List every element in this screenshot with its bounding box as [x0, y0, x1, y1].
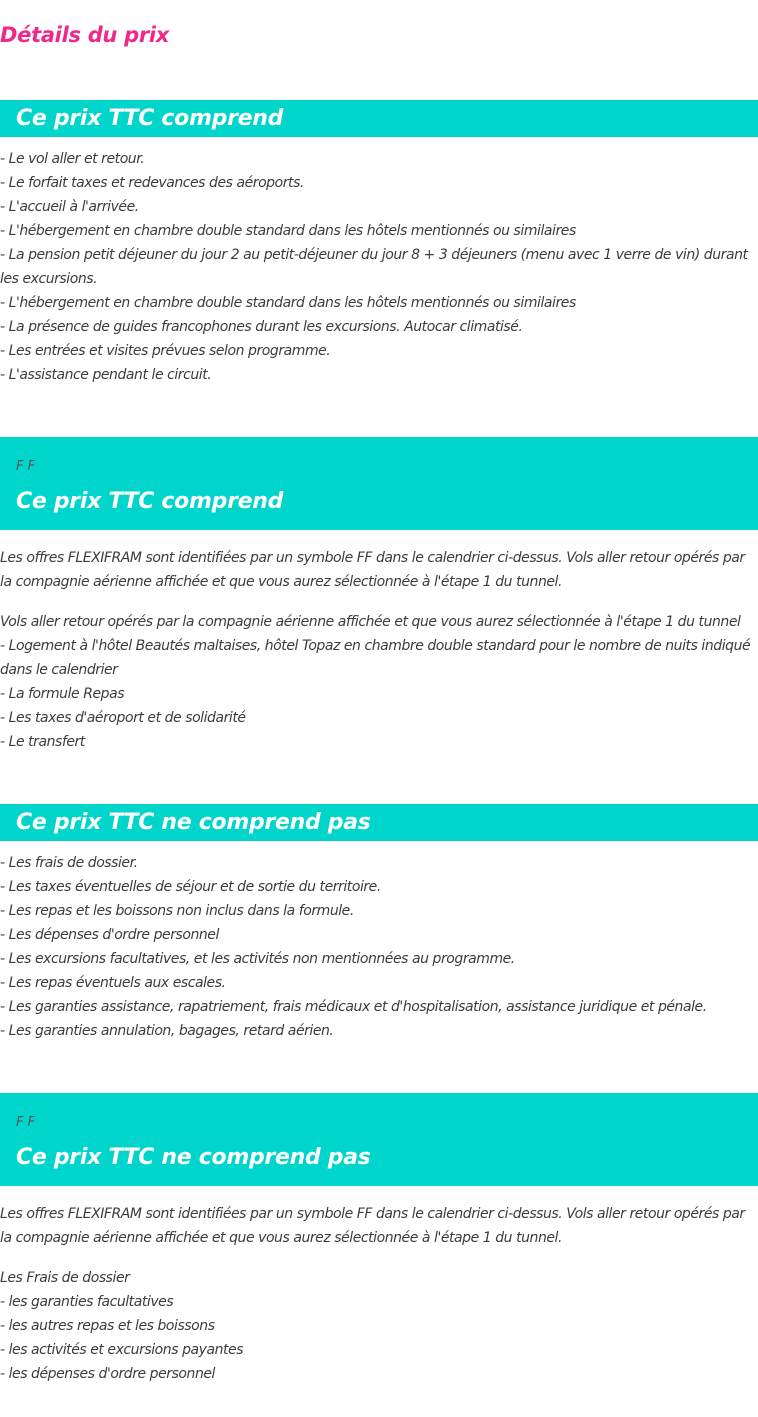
- list-item: - L'hébergement en chambre double standard dans les hôtels mentionnés ou similaires: [0, 223, 576, 239]
- list-item: - La présence de guides francophones durant les excursions. Autocar climatisé.: [0, 319, 523, 335]
- list-item: - les dépenses d'ordre personnel: [0, 1366, 216, 1382]
- list-item: - Les excursions facultatives, et les activités non mentionnées au programme.: [0, 951, 515, 967]
- section-header-not-included-flexifram: [0, 1093, 758, 1186]
- list-item: - Les dépenses d'ordre personnel: [0, 927, 219, 943]
- section-heading: Ce prix TTC comprend: [16, 489, 284, 514]
- not-included-list: [0, 851, 756, 1043]
- list-item: - Logement à l'hôtel Beautés maltaises, hôtel Topaz en chambre double standard pour le nombre de nuits indiqué dans le calendrier: [0, 638, 751, 678]
- section-heading: Ce prix TTC ne comprend pas: [16, 810, 371, 835]
- list-item: - L'hébergement en chambre double standard dans les hôtels mentionnés ou similaires: [0, 295, 576, 311]
- section-header-included-flexifram: [0, 437, 758, 530]
- page-title: Détails du prix: [0, 23, 170, 47]
- list-item: - Les garanties annulation, bagages, retard aérien.: [0, 1023, 334, 1039]
- included-flexifram-list: [0, 610, 756, 754]
- list-item: - Le transfert: [0, 734, 85, 750]
- list-item: - Les repas éventuels aux escales.: [0, 975, 226, 991]
- section-header-not-included: [0, 804, 758, 841]
- list-item: - Les entrées et visites prévues selon programme.: [0, 343, 331, 359]
- flexifram-intro: Les offres FLEXIFRAM sont identifiées par un symbole FF dans le calendrier ci-dessus. Vols aller retour opérés par la compagnie aérienne affichée et que vous aurez sélectionnée à l'étape 1 du tunnel.: [0, 1206, 745, 1246]
- list-item: - Les repas et les boissons non inclus dans la formule.: [0, 903, 354, 919]
- flexifram-intro: Les offres FLEXIFRAM sont identifiées par un symbole FF dans le calendrier ci-dessus. Vols aller retour opérés par la compagnie aérienne affichée et que vous aurez sélectionnée à l'étape 1 du tunnel.: [0, 550, 745, 590]
- list-item: Vols aller retour opérés par la compagnie aérienne affichée et que vous aurez sélectionnée à l'étape 1 du tunnel: [0, 614, 741, 630]
- not-included-flexifram-list: [0, 1266, 756, 1386]
- list-item: - Le vol aller et retour.: [0, 151, 145, 167]
- list-item: - Les taxes éventuelles de séjour et de sortie du territoire.: [0, 879, 381, 895]
- section-heading: Ce prix TTC ne comprend pas: [16, 1145, 371, 1170]
- included-list: [0, 147, 756, 387]
- list-item: - les garanties facultatives: [0, 1294, 174, 1310]
- list-item: - Les garanties assistance, rapatriement, frais médicaux et d'hospitalisation, assistance juridique et pénale.: [0, 999, 707, 1015]
- list-item: - Les taxes d'aéroport et de solidarité: [0, 710, 246, 726]
- list-item: - L'accueil à l'arrivée.: [0, 199, 139, 215]
- list-item: Les Frais de dossier: [0, 1270, 130, 1286]
- list-item: - Les frais de dossier.: [0, 855, 138, 871]
- list-item: - Le forfait taxes et redevances des aéroports.: [0, 175, 304, 191]
- ff-tag: F F: [16, 459, 36, 474]
- list-item: - La pension petit déjeuner du jour 2 au petit-déjeuner du jour 8 + 3 déjeuners (menu avec 1 verre de vin) durant les excursions.: [0, 247, 748, 287]
- section-header-included: [0, 100, 758, 137]
- list-item: - La formule Repas: [0, 686, 125, 702]
- list-item: - les activités et excursions payantes: [0, 1342, 244, 1358]
- list-item: - L'assistance pendant le circuit.: [0, 367, 212, 383]
- ff-tag: F F: [16, 1115, 36, 1130]
- section-heading: Ce prix TTC comprend: [16, 106, 284, 131]
- list-item: - les autres repas et les boissons: [0, 1318, 215, 1334]
